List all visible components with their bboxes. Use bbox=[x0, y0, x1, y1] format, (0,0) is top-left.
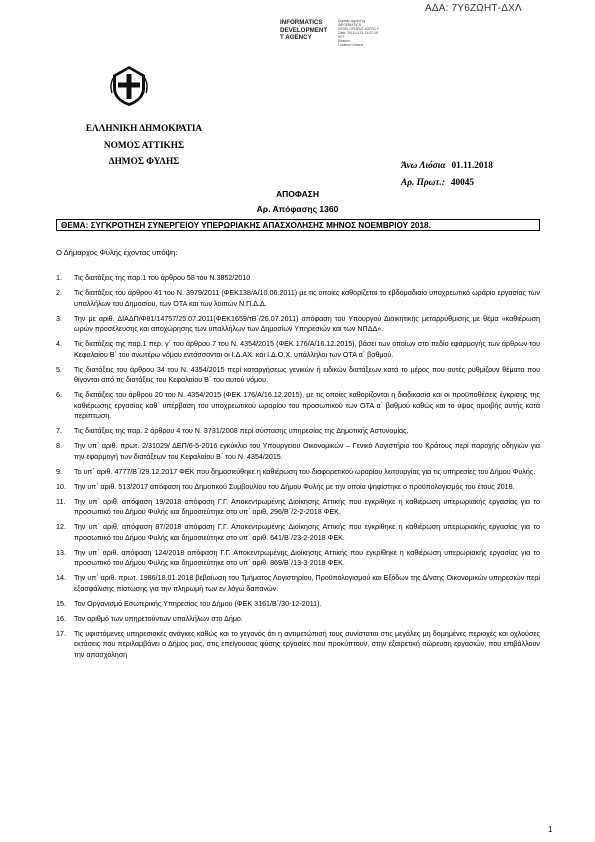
decision-theme: ΘΕΜΑ: ΣΥΓΚΡΟΤΗΣΗ ΣΥΝΕΡΓΕΙΟΥ ΥΠΕΡΩΡΙΑΚΗΣ ΑΠΑΣΧΟΛΗΣΗΣ ΜΗΝΟΣ ΝΟΕΜΒΡΙΟΥ 2018. bbox=[56, 219, 540, 231]
item-number: 8. bbox=[56, 442, 62, 451]
protocol-label: Αρ. Πρωτ.: bbox=[401, 178, 445, 188]
item-text: Τις διατάξεις του άρθρου 41 του Ν. 3979/2011 (ΦΕΚ138/Α/10.06.2011) με τις οποίες καθορίζεται το εβδομαδιαίο υποχρεωτικό ωράριο εργασίας των υπαλλήλων του Δημοσίου, των ΟΤΑ και των λοιπών Ν.Π.Δ.Δ. bbox=[74, 289, 540, 308]
item-number: 17. bbox=[56, 629, 66, 638]
item-text: Τις διατάξεις του άρθρου 34 του Ν. 4354/2015 περί καταργήσεως γενικών ή ειδικών διατάξεων κατά το μέρος που αυτές ρυθμίζουν θέματα που θίγονται από τις διατάξεις του Κεφαλαίου Β΄ του αυτού νόμου. bbox=[74, 365, 540, 384]
item-number: 3. bbox=[56, 314, 62, 323]
item-text: Τις διατάξεις της παρ. 2 άρθρου 4 του Ν. 3731/2008 περί σύστασης υπηρεσίας της Δημοτικής Αστυνομίας. bbox=[74, 427, 409, 435]
signature-detail-line: Date: 2018.11.01 14:37:19 bbox=[338, 31, 378, 35]
item-number: 12. bbox=[56, 523, 66, 532]
consideration-item bbox=[56, 548, 540, 569]
consideration-item bbox=[56, 497, 540, 518]
item-number: 6. bbox=[56, 391, 62, 400]
decision-number: Αρ. Απόφασης 1360 bbox=[256, 204, 339, 214]
item-text: Το υπ΄ αριθ. 4777/Β΄/29.12.2017 ΦΕΚ που δημοσιεύθηκε η καθιέρωση του διαφορετικού ωραρίου λειτουργίας για τις υπηρεσίες του Δήμου Φυλής. bbox=[74, 467, 536, 476]
consideration-item bbox=[56, 467, 540, 477]
item-text: Τον Οργανισμό Εσωτερικής Υπηρεσίας του Δήμου (ΦΕΚ 3161/Β΄/30-12-2011). bbox=[74, 599, 322, 608]
item-text: Την υπ΄ αριθ. πρωτ. 2/31029/ ΔΕΠ/6-5-2016 εγκύκλιο του Υπουργείου Οικονομικών – Γενικό Λογιστήριο του Κράτους περί παροχής οδηγιών για την εφαρμογή των διατάξεων του Κεφαλαίου Β΄ του Ν. 4354/2015. bbox=[74, 442, 540, 461]
considerations-list bbox=[56, 273, 540, 665]
consideration-item bbox=[56, 365, 540, 386]
item-text: Τις διατάξεις του άρθρου 20 του Ν. 4354/2015 (ΦΕΚ 176/Α/16.12.2015), με τις οποίες καθορίζονται η διαδικασία και οι προϋποθέσεις έγκρισης της καθιέρωσης εργασίας καθ΄ υπέρβαση του υποχρεωτικού ωραρίου του προσωπικού των ΟΤΑ α΄ βαθμού καθώς και το ύψος αμοιβής αυτής κατά περίπτωση. bbox=[74, 391, 540, 420]
consideration-item bbox=[56, 390, 540, 421]
item-text: Τις διατάξεις της παρ.1 περ. γ΄ του άρθρου 7 του Ν. 4354/2015 (ΦΕΚ 176/Α/16.12.2015), βάσει των οποίων στο πεδίο εφαρμογής των άρθρων του Κεφαλαίου Β΄ του ανωτέρω νόμου εντάσσονται οι Ι.Δ.ΑΧ. και Ι.Δ.Ο.Χ. υπάλληλοι των ΟΤΑ α΄ βαθμού. bbox=[74, 340, 540, 359]
item-text: Τις υφιστάμενες υπηρεσιακές ανάγκες καθώς και το γεγονός ότι η αντιμετώπισή τους συνίσταται στις μεγάλες μη δομημένες περιοχές και οχλούσες εκτάσεις που περιλαμβάνει ο Δήμος μας, στις επείγουσας φύσης εργασίες που προκύπτουν, στην εξαιρετική σώρευση εργασιών, που επιβάλλουν την απασχόληση bbox=[74, 629, 540, 659]
consideration-item bbox=[56, 441, 540, 462]
decision-title: ΑΠΟΦΑΣΗ bbox=[275, 189, 319, 199]
signature-stamp-text bbox=[280, 19, 327, 42]
consideration-item bbox=[56, 614, 540, 624]
consideration-item bbox=[56, 339, 540, 360]
consideration-item bbox=[56, 629, 540, 660]
item-text: Την υπ΄ αριθ. πρωτ. 1986/18.01.2018 βεβαίωση του Τμήματος Λογιστηρίου, Προϋπολογισμού και Εξόδων της Δ/νσης Οικονομικών υπηρεσιών περί εξασφάλισης πίστωσης για την πληρωμή των εν λόγω δαπανών. bbox=[74, 574, 540, 593]
ada-code: ΑΔΑ: 7Υ6ΖΩΗΤ-ΔΧΛ bbox=[425, 3, 522, 14]
signature-details bbox=[338, 19, 379, 47]
item-text: Τις διατάξεις της παρ.1 του άρθρου 58 του Ν.3852/2010 bbox=[74, 274, 251, 282]
signature-detail-line: Digitally signed by bbox=[338, 19, 366, 23]
item-text: Την υπ΄ αριθ. απόφαση 124/2018 απόφαση Γ.Γ. Αποκεντρωμένης Διοίκησης Αττικής που εγκρίθηκε η καθιέρωση υπερωριακής εργασίας για το προσωπικό του Δήμου Φυλής και δημοσιεύτηκε στο υπ΄ αριθ. 869/Β΄/13-3-2018 ΦΕΚ. bbox=[74, 548, 540, 568]
document-meta bbox=[401, 158, 493, 192]
decision-intro: Ο Δήμαρχος Φυλής έχοντας υπόψη: bbox=[56, 248, 178, 257]
issuer-line-prefecture: ΝΟΜΟΣ ΑΤΤΙΚΗΣ bbox=[103, 140, 185, 151]
signature-detail-line: INFORMATICS bbox=[338, 23, 362, 27]
item-number: 11. bbox=[56, 497, 66, 506]
item-text: Την υπ΄ αριθ. 513/2017 απόφαση του Δημοτικού Συμβουλίου του Δήμου Φυλής με την οποία ψηφίστηκε ο προϋπολογισμός του έτους 2018. bbox=[74, 482, 515, 491]
item-number: 16. bbox=[56, 614, 66, 623]
item-number: 7. bbox=[56, 427, 62, 435]
item-number: 14. bbox=[56, 574, 66, 583]
signature-detail-line: Location: Athens bbox=[338, 43, 364, 47]
page-number: 1 bbox=[548, 825, 553, 834]
hellenic-republic-emblem-icon bbox=[109, 65, 149, 107]
consideration-item bbox=[56, 426, 540, 436]
consideration-item bbox=[56, 314, 540, 335]
place-label: Άνω Λιόσια bbox=[401, 161, 446, 171]
consideration-item bbox=[56, 273, 540, 283]
item-text: Την με αριθ. ΔΙΑΔΠ/Φ81/14757/25.07.2011(ΦΕΚ1659/τΒ΄/26.07.2011) απόφαση του Υπουργού Διοικητικής μεταρρύθμισης με θέμα «καθιέρωση ωρών προσέλευσης και αποχώρησης των υπαλλήλων των Δημοσίων Υπηρεσιών και των ΝΠΔΔ». bbox=[74, 314, 540, 333]
stamp-line: INFORMATICS bbox=[280, 19, 323, 26]
stamp-line: DEVELOPMENT bbox=[280, 26, 328, 34]
item-text: Την υπ΄ αριθ. απόφαση 87/2018 απόφαση Γ.Γ. Αποκεντρωμένης Διοίκησης Αττικής που εγκρίθηκε η καθιέρωση υπερωριακής εργασίας για το προσωπικό του Δήμου Φυλής και δημοσιεύτηκε στο υπ΄ αριθ. 641/Β΄/23-2-2018 ΦΕΚ. bbox=[74, 523, 540, 542]
document-date: 01.11.2018 bbox=[451, 161, 493, 171]
item-number: 1. bbox=[56, 274, 62, 282]
item-number: 9. bbox=[56, 467, 62, 476]
item-number: 10. bbox=[56, 482, 66, 491]
signature-detail-line: EET bbox=[338, 35, 345, 39]
item-number: 5. bbox=[56, 365, 62, 374]
consideration-item bbox=[56, 599, 540, 609]
issuer-line-republic: ΕΛΛΗΝΙΚΗ ΔΗΜΟΚΡΑΤΙΑ bbox=[85, 124, 203, 134]
consideration-item bbox=[56, 522, 540, 543]
protocol-number: 40045 bbox=[450, 178, 475, 188]
issuer-block bbox=[64, 121, 224, 171]
consideration-item bbox=[56, 288, 540, 309]
issuer-line-municipality: ΔΗΜΟΣ ΦΥΛΗΣ bbox=[108, 157, 180, 167]
stamp-line: T AGENCY bbox=[280, 34, 312, 42]
signature-detail-line: Reason: bbox=[338, 39, 351, 43]
item-number: 4. bbox=[56, 340, 62, 349]
signature-detail-line: DEVELOPMENT AGENCY bbox=[338, 27, 379, 31]
item-text: Την υπ΄ αριθ. απόφαση 19/2018 απόφαση Γ.Γ. Αποκεντρωμένης Διοίκησης Αττικής που εγκρίθηκε η καθιέρωση υπερωριακής εργασίας για το προσωπικό του Δήμου Φυλής και δημοσιεύτηκε στο υπ΄ αριθ. 296/Β΄/2-2-2018 ΦΕΚ. bbox=[74, 497, 540, 517]
item-number: 13. bbox=[56, 548, 66, 557]
item-number: 2. bbox=[56, 289, 62, 298]
consideration-item bbox=[56, 482, 540, 492]
item-text: Τον αριθμό των υπηρετούντων υπαλλήλων στο Δήμο. bbox=[74, 614, 243, 623]
item-number: 15. bbox=[56, 599, 66, 608]
consideration-item bbox=[56, 573, 540, 594]
